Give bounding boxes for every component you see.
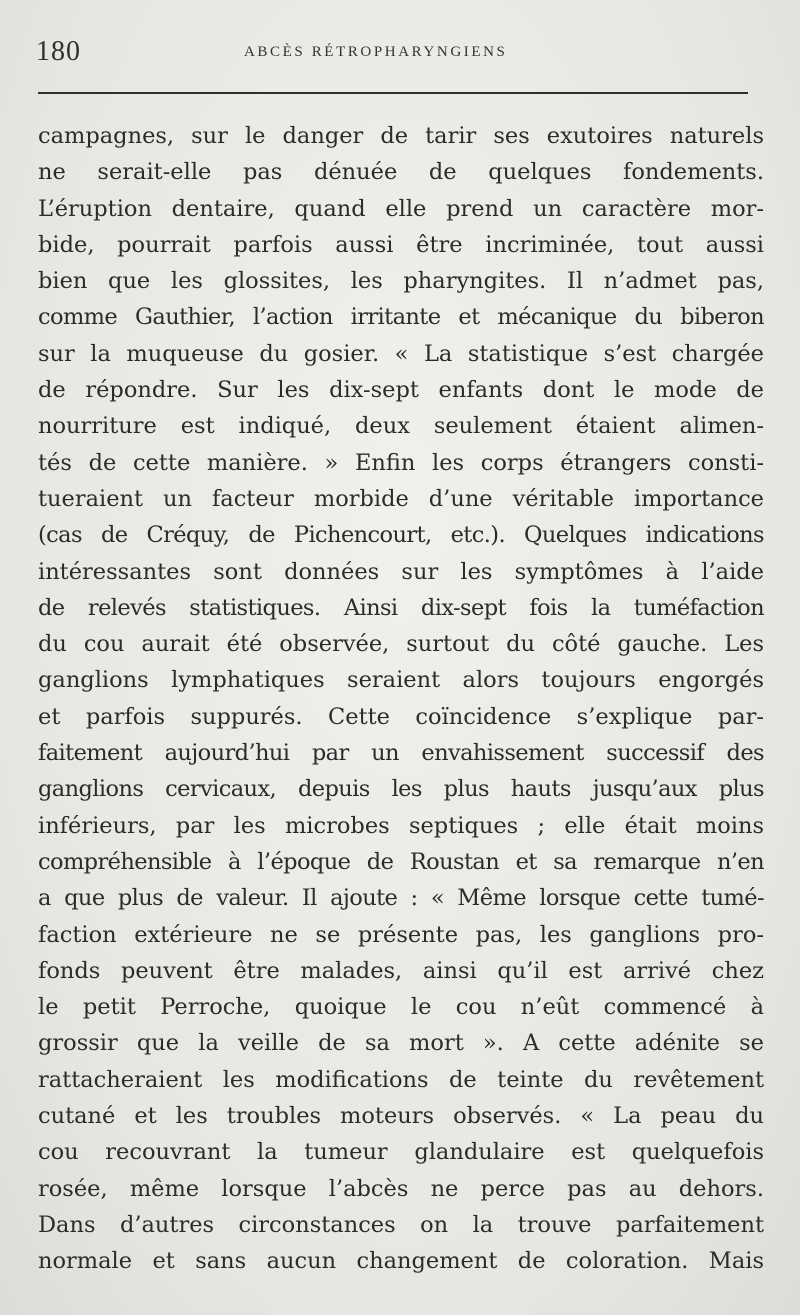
text-line: bien que les glossites, les pharyngites. Il n’admet pas, [38,268,764,295]
text-line: ganglions lymphatiques seraient alors toujours engorgés [38,667,764,694]
text-line: du cou aurait été observée, surtout du côté gauche. Les [38,631,764,658]
text-line: campagnes, sur le danger de tarir ses exutoires naturels [38,123,764,149]
text-line: faction extérieure ne se présente pas, les ganglions pro- [38,921,764,948]
text-line: tés de cette manière. » Enfin les corps étrangers consti- [38,449,764,476]
text-line: cou recouvrant la tumeur glandulaire est quelquefois [38,1139,764,1166]
text-line: Dans d’autres circonstances on la trouve parfaitement [38,1211,764,1238]
text-line: ne serait-elle pas dénuée de quelques fondements. [38,159,764,186]
text-line: inférieurs, par les microbes septiques ; elle était moins [38,812,764,839]
body-text [38,118,764,1280]
text-line: compréhensible à l’époque de Roustan et sa remarque n’en [38,848,764,875]
header-rule [38,92,748,94]
text-line: (cas de Créquy, de Pichencourt, etc.). Quelques indications [38,522,764,549]
text-line: L’éruption dentaire, quand elle prend un caractère mor- [38,195,764,222]
page-header [36,36,748,76]
text-line: comme Gauthier, l’action irritante et mécanique du biberon [38,304,764,331]
text-line: ganglions cervicaux, depuis les plus hauts jusqu’aux plus [38,776,764,803]
page-number: 180 [36,36,81,67]
text-line: faitement aujourd’hui par un envahissement successif des [38,740,764,767]
text-line: de relevés statistiques. Ainsi dix-sept fois la tuméfaction [38,594,764,621]
text-line: rosée, même lorsque l’abcès ne perce pas au dehors. [38,1175,764,1202]
text-line: sur la muqueuse du gosier. « La statistique s’est chargée [38,340,764,367]
text-line: et parfois suppurés. Cette coïncidence s’explique par- [38,703,764,730]
text-line: de répondre. Sur les dix-sept enfants dont le mode de [38,377,764,404]
text-line: normale et sans aucun changement de coloration. Mais [38,1248,764,1275]
running-title: ABCÈS RÉTROPHARYNGIENS [244,44,508,60]
text-line: tueraient un facteur morbide d’une véritable importance [38,485,764,512]
text-line: nourriture est indiqué, deux seulement étaient alimen- [38,413,764,440]
text-line: bide, pourrait parfois aussi être incriminée, tout aussi [38,231,764,258]
text-line: intéressantes sont données sur les symptômes à l’aide [38,558,764,585]
text-line: fonds peuvent être malades, ainsi qu’il est arrivé chez [38,957,764,984]
text-line: a que plus de valeur. Il ajoute : « Même lorsque cette tumé- [38,885,764,912]
text-line: rattacheraient les modifications de teinte du revêtement [38,1066,764,1093]
text-line: grossir que la veille de sa mort ». A cette adénite se [38,1030,764,1057]
text-line: cutané et les troubles moteurs observés. « La peau du [38,1103,764,1130]
text-line: le petit Perroche, quoique le cou n’eût commencé à [38,994,764,1021]
